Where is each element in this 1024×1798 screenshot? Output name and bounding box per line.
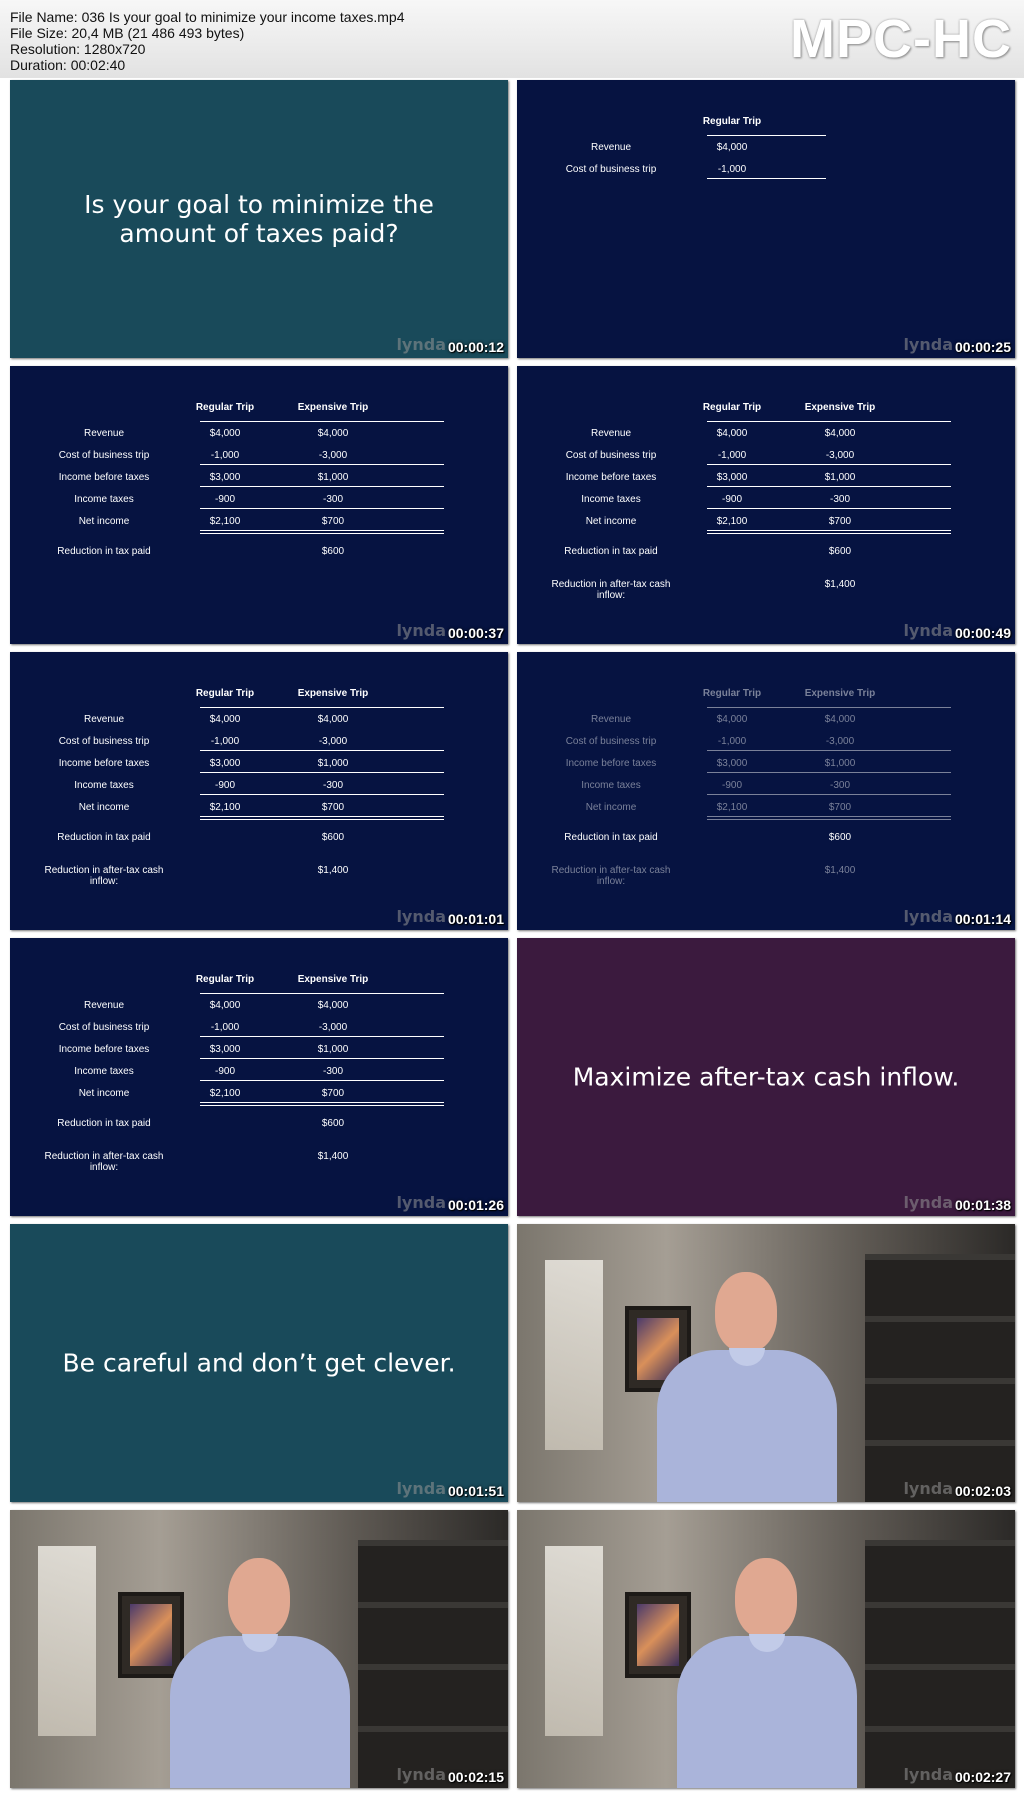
row-label: Revenue	[590, 428, 632, 439]
table-row	[10, 516, 508, 538]
row-label: Cost of business trip	[58, 450, 150, 461]
timestamp: 00:00:12	[447, 339, 504, 355]
row-label: Income before taxes	[565, 472, 657, 483]
presenter	[667, 1548, 867, 1788]
row-label: Income before taxes	[58, 1044, 150, 1055]
table-divider	[200, 772, 444, 773]
column-header-regular: Regular Trip	[702, 688, 762, 699]
window-backdrop	[38, 1546, 96, 1736]
row-label: Revenue	[590, 714, 632, 725]
bookshelf	[865, 1254, 1015, 1502]
regular-value: -1,000	[717, 164, 747, 175]
table-row	[10, 758, 508, 780]
table-row	[10, 802, 508, 824]
expensive-value: $700	[828, 802, 852, 813]
presenter	[647, 1262, 847, 1502]
regular-value: $2,100	[209, 802, 241, 813]
lynda-watermark: lynda	[396, 621, 446, 640]
financial-table	[10, 366, 508, 644]
slide-text	[10, 1349, 508, 1378]
table-row	[10, 546, 508, 568]
table-row	[10, 780, 508, 802]
expensive-value: $700	[321, 516, 345, 527]
slide-text	[517, 1063, 1015, 1092]
row-label: Reduction in after-tax cash inflow:	[44, 865, 164, 887]
table-row	[517, 546, 1015, 568]
column-header-expensive: Expensive Trip	[804, 688, 876, 699]
timestamp: 00:01:51	[447, 1483, 504, 1499]
lynda-watermark: lynda	[903, 335, 953, 354]
table-row	[10, 865, 508, 887]
expensive-value: $600	[321, 546, 345, 557]
presenter-head	[715, 1272, 777, 1352]
row-label: Cost of business trip	[565, 450, 657, 461]
row-label: Cost of business trip	[565, 164, 657, 175]
expensive-value: $1,000	[317, 472, 349, 483]
table-row	[10, 428, 508, 450]
expensive-value: -3,000	[318, 1022, 348, 1033]
mpc-hc-logo: MPC-HC	[790, 9, 1012, 69]
row-label: Income before taxes	[58, 758, 150, 769]
table-divider	[707, 530, 951, 534]
row-label: Reduction in tax paid	[57, 546, 151, 557]
lynda-watermark: lynda	[396, 335, 446, 354]
info-header	[0, 0, 1024, 78]
table-divider	[200, 1036, 444, 1037]
table-divider	[200, 464, 444, 465]
table-divider	[707, 750, 951, 751]
regular-value: $2,100	[716, 802, 748, 813]
slide-text-line: Be careful and don’t get clever.	[62, 1348, 456, 1378]
timestamp: 00:01:01	[447, 911, 504, 927]
expensive-value: $1,400	[824, 579, 856, 590]
presenter-head	[228, 1558, 290, 1638]
file-size: File Size: 20,4 MB (21 486 493 bytes)	[10, 25, 245, 41]
row-label: Reduction in after-tax cash inflow:	[44, 1151, 164, 1173]
expensive-value: $1,000	[317, 758, 349, 769]
regular-value: $2,100	[209, 1088, 241, 1099]
regular-value: -900	[214, 780, 235, 791]
table-row	[10, 1000, 508, 1022]
timestamp: 00:00:37	[447, 625, 504, 641]
financial-table	[10, 652, 508, 930]
presenter-shirt	[170, 1636, 350, 1788]
table-row	[517, 758, 1015, 780]
video-thumbnail[interactable]	[10, 1224, 508, 1502]
timestamp: 00:00:49	[954, 625, 1011, 641]
expensive-value: -300	[829, 494, 850, 505]
expensive-value: $4,000	[317, 714, 349, 725]
table-divider	[707, 178, 826, 179]
table-divider	[707, 816, 951, 820]
slide-text-line: amount of taxes paid?	[119, 219, 399, 248]
table-row	[10, 1022, 508, 1044]
column-header-expensive: Expensive Trip	[297, 974, 369, 985]
video-thumbnail[interactable]	[517, 366, 1015, 644]
regular-value: $3,000	[716, 758, 748, 769]
table-divider	[707, 135, 826, 136]
regular-value: -1,000	[717, 736, 747, 747]
table-divider	[707, 707, 951, 708]
expensive-value: $1,400	[317, 865, 349, 876]
table-row	[10, 494, 508, 516]
financial-table	[517, 366, 1015, 644]
duration: Duration: 00:02:40	[10, 57, 126, 73]
video-thumbnail[interactable]	[10, 366, 508, 644]
regular-value: -1,000	[210, 1022, 240, 1033]
table-divider	[200, 421, 444, 422]
expensive-value: -3,000	[318, 450, 348, 461]
table-divider	[200, 1080, 444, 1081]
expensive-value: $4,000	[317, 1000, 349, 1011]
table-row	[517, 780, 1015, 802]
table-row	[517, 494, 1015, 516]
table-row	[517, 736, 1015, 758]
column-header-expensive: Expensive Trip	[297, 402, 369, 413]
table-divider	[200, 794, 444, 795]
table-divider	[200, 530, 444, 534]
regular-value: $4,000	[716, 428, 748, 439]
row-label: Income taxes	[74, 494, 134, 505]
video-thumbnail[interactable]	[10, 652, 508, 930]
table-divider	[200, 750, 444, 751]
expensive-value: -300	[322, 1066, 343, 1077]
table-divider	[707, 421, 951, 422]
table-row	[10, 1066, 508, 1088]
video-thumbnail[interactable]	[10, 80, 508, 358]
row-label: Reduction in tax paid	[57, 1118, 151, 1129]
expensive-value: -300	[829, 780, 850, 791]
expensive-value: $4,000	[824, 428, 856, 439]
row-label: Reduction in tax paid	[564, 832, 658, 843]
row-label: Cost of business trip	[565, 736, 657, 747]
lynda-watermark: lynda	[903, 1193, 953, 1212]
lynda-watermark: lynda	[903, 1765, 953, 1784]
row-label: Reduction in after-tax cash inflow:	[551, 865, 671, 887]
timestamp: 00:02:27	[954, 1769, 1011, 1785]
table-row	[517, 579, 1015, 601]
row-label: Net income	[585, 516, 637, 527]
regular-value: $2,100	[209, 516, 241, 527]
video-thumbnail[interactable]	[517, 1224, 1015, 1502]
presenter-head	[735, 1558, 797, 1638]
lynda-watermark: lynda	[903, 621, 953, 640]
timestamp: 00:02:03	[954, 1483, 1011, 1499]
row-label: Income before taxes	[565, 758, 657, 769]
lynda-watermark: lynda	[396, 1765, 446, 1784]
expensive-value: $4,000	[824, 714, 856, 725]
timestamp: 00:01:14	[954, 911, 1011, 927]
expensive-value: $1,000	[317, 1044, 349, 1055]
regular-value: -1,000	[210, 450, 240, 461]
regular-value: $3,000	[716, 472, 748, 483]
table-row	[10, 1088, 508, 1110]
table-row	[10, 1118, 508, 1140]
regular-value: -900	[214, 1066, 235, 1077]
column-header-regular: Regular Trip	[195, 974, 255, 985]
table-divider	[200, 1058, 444, 1059]
financial-table	[10, 938, 508, 1216]
lynda-watermark: lynda	[396, 907, 446, 926]
bookshelf	[358, 1540, 508, 1788]
regular-value: -900	[721, 494, 742, 505]
table-row	[10, 450, 508, 472]
row-label: Net income	[78, 516, 130, 527]
slide-text	[10, 190, 508, 248]
expensive-value: $1,000	[824, 758, 856, 769]
table-row	[10, 714, 508, 736]
expensive-value: $600	[828, 832, 852, 843]
table-divider	[707, 508, 951, 509]
financial-table	[517, 652, 1015, 930]
column-header-expensive: Expensive Trip	[297, 688, 369, 699]
row-label: Net income	[585, 802, 637, 813]
row-label: Income taxes	[74, 780, 134, 791]
regular-value: $4,000	[716, 142, 748, 153]
expensive-value: -300	[322, 494, 343, 505]
regular-value: -900	[214, 494, 235, 505]
file-name: File Name: 036 Is your goal to minimize your income taxes.mp4	[10, 9, 405, 25]
expensive-value: -3,000	[825, 450, 855, 461]
row-label: Revenue	[83, 714, 125, 725]
table-divider	[200, 816, 444, 820]
table-row	[517, 516, 1015, 538]
regular-value: $3,000	[209, 472, 241, 483]
expensive-value: $600	[321, 1118, 345, 1129]
expensive-value: $1,400	[824, 865, 856, 876]
row-label: Cost of business trip	[58, 1022, 150, 1033]
row-label: Income taxes	[581, 780, 641, 791]
row-label: Net income	[78, 802, 130, 813]
column-header-expensive: Expensive Trip	[804, 402, 876, 413]
table-divider	[707, 772, 951, 773]
regular-value: -1,000	[210, 736, 240, 747]
lynda-watermark: lynda	[396, 1479, 446, 1498]
table-row	[10, 832, 508, 854]
table-row	[10, 1151, 508, 1173]
video-thumbnail[interactable]	[10, 1510, 508, 1788]
table-row	[10, 736, 508, 758]
row-label: Cost of business trip	[58, 736, 150, 747]
timestamp: 00:02:15	[447, 1769, 504, 1785]
video-thumbnail[interactable]	[10, 938, 508, 1216]
table-divider	[200, 1102, 444, 1106]
table-row	[517, 832, 1015, 854]
row-label: Income taxes	[581, 494, 641, 505]
timestamp: 00:01:26	[447, 1197, 504, 1213]
column-header-regular: Regular Trip	[702, 402, 762, 413]
expensive-value: $4,000	[317, 428, 349, 439]
table-row	[517, 865, 1015, 887]
expensive-value: $600	[321, 832, 345, 843]
column-header-regular: Regular Trip	[702, 116, 762, 127]
video-thumbnail[interactable]	[517, 1510, 1015, 1788]
expensive-value: -3,000	[318, 736, 348, 747]
video-thumbnail[interactable]	[517, 652, 1015, 930]
table-row	[517, 450, 1015, 472]
expensive-value: $1,000	[824, 472, 856, 483]
window-backdrop	[545, 1260, 603, 1450]
presenter-shirt	[677, 1636, 857, 1788]
timestamp: 00:01:38	[954, 1197, 1011, 1213]
presenter-shirt	[657, 1350, 837, 1502]
slide-text-line: Maximize after-tax cash inflow.	[572, 1062, 960, 1092]
table-divider	[200, 993, 444, 994]
regular-value: $4,000	[716, 714, 748, 725]
lynda-watermark: lynda	[903, 1479, 953, 1498]
table-row	[10, 472, 508, 494]
table-row	[10, 1044, 508, 1066]
expensive-value: $700	[321, 802, 345, 813]
regular-value: $4,000	[209, 714, 241, 725]
video-thumbnail[interactable]	[517, 80, 1015, 358]
regular-value: $2,100	[716, 516, 748, 527]
regular-value: $3,000	[209, 1044, 241, 1055]
timestamp: 00:00:25	[954, 339, 1011, 355]
table-row	[517, 164, 1015, 186]
table-row	[517, 714, 1015, 736]
regular-value: -900	[721, 780, 742, 791]
financial-table	[517, 80, 1015, 358]
table-row	[517, 802, 1015, 824]
table-divider	[707, 486, 951, 487]
table-row	[517, 428, 1015, 450]
video-thumbnail[interactable]	[517, 938, 1015, 1216]
lynda-watermark: lynda	[396, 1193, 446, 1212]
row-label: Reduction in tax paid	[564, 546, 658, 557]
regular-value: $3,000	[209, 758, 241, 769]
row-label: Revenue	[590, 142, 632, 153]
window-backdrop	[545, 1546, 603, 1736]
file-info	[10, 9, 405, 73]
resolution: Resolution: 1280x720	[10, 41, 146, 57]
row-label: Revenue	[83, 1000, 125, 1011]
row-label: Net income	[78, 1088, 130, 1099]
table-divider	[200, 707, 444, 708]
regular-value: -1,000	[717, 450, 747, 461]
expensive-value: $1,400	[317, 1151, 349, 1162]
regular-value: $4,000	[209, 428, 241, 439]
row-label: Reduction in tax paid	[57, 832, 151, 843]
row-label: Reduction in after-tax cash inflow:	[551, 579, 671, 601]
expensive-value: $700	[828, 516, 852, 527]
table-divider	[200, 486, 444, 487]
lynda-watermark: lynda	[903, 907, 953, 926]
table-divider	[707, 794, 951, 795]
row-label: Income before taxes	[58, 472, 150, 483]
column-header-regular: Regular Trip	[195, 688, 255, 699]
table-divider	[200, 508, 444, 509]
expensive-value: -300	[322, 780, 343, 791]
expensive-value: $700	[321, 1088, 345, 1099]
expensive-value: $600	[828, 546, 852, 557]
slide-text-line: Is your goal to minimize the	[84, 190, 434, 219]
presenter	[160, 1548, 360, 1788]
table-divider	[707, 464, 951, 465]
table-row	[517, 142, 1015, 164]
row-label: Income taxes	[74, 1066, 134, 1077]
regular-value: $4,000	[209, 1000, 241, 1011]
bookshelf	[865, 1540, 1015, 1788]
expensive-value: -3,000	[825, 736, 855, 747]
column-header-regular: Regular Trip	[195, 402, 255, 413]
row-label: Revenue	[83, 428, 125, 439]
table-row	[517, 472, 1015, 494]
